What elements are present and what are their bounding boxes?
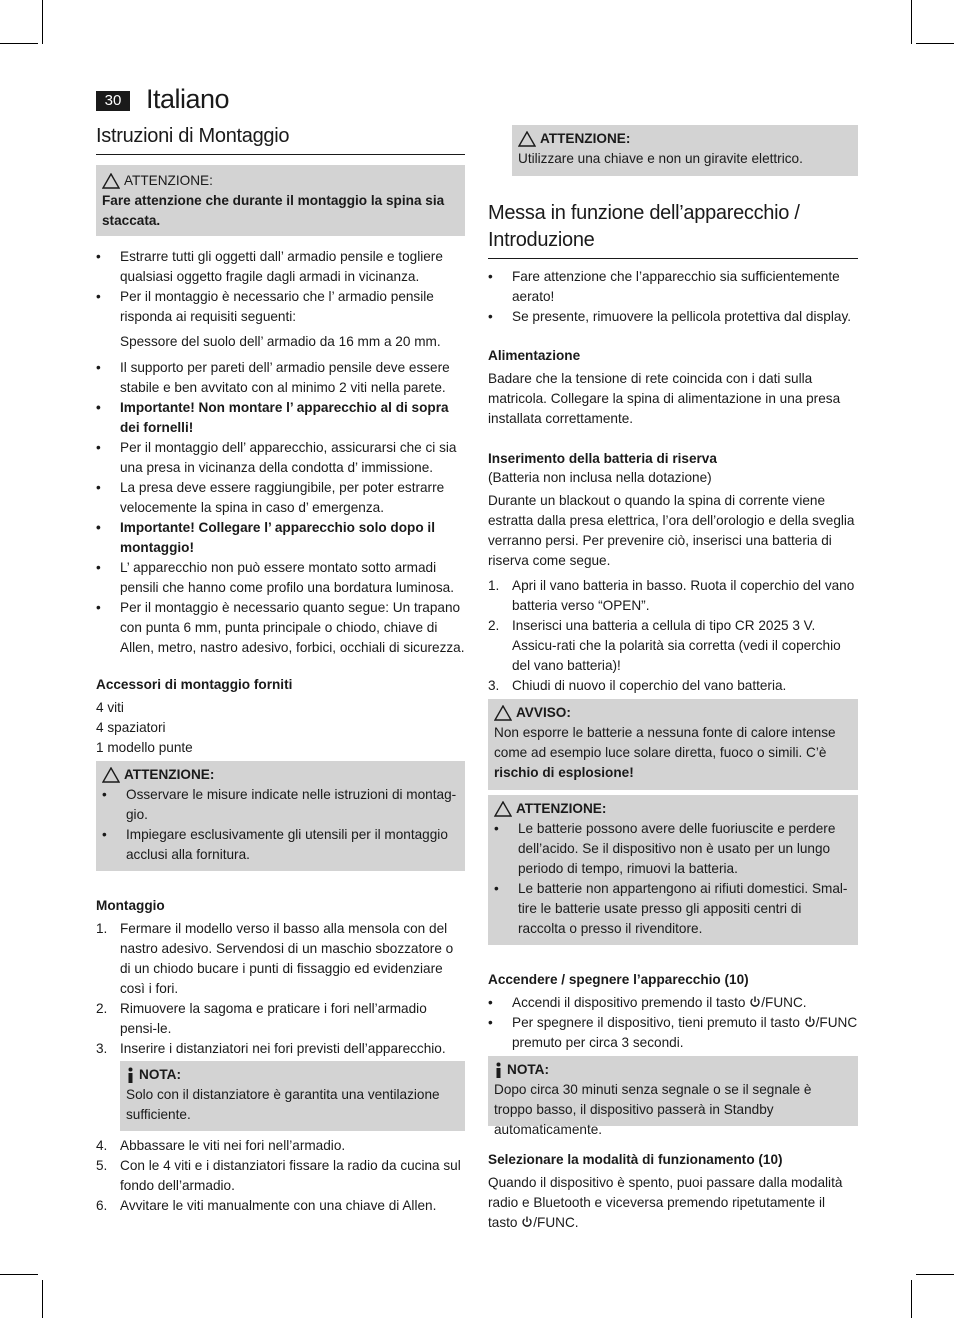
list-item: • Le batterie non appartengono ai rifiuti domestici. Smal-tire le batterie usate presso gli appositi centri di raccolta o presso il rivenditore.	[494, 881, 848, 936]
list-item: • Per il montaggio dell’ apparecchio, assicurarsi che ci sia una presa in vicinanza della condotta d’ immissione.	[96, 440, 457, 475]
numbered-list	[96, 919, 465, 1059]
note-box	[120, 1061, 465, 1131]
warning-box	[512, 125, 858, 176]
subheading: Alimentazione	[488, 348, 581, 363]
list-item: 2. Inserisci una batteria a cellula di tipo CR 2025 3 V. Assicu-rati che la polarità sia corretta (vedi il coperchio del vano batteria)!	[488, 618, 841, 673]
section-heading: Istruzioni di Montaggio	[96, 123, 465, 155]
crop-mark	[0, 1274, 38, 1275]
list-item: • Impiegare esclusivamente gli utensili per il montaggio acclusi alla fornitura.	[102, 827, 448, 862]
note-text: Dopo circa 30 minuti senza segnale o se il segnale è troppo basso, il dispositivo passerà in Standby automaticamente.	[494, 1082, 812, 1137]
warning-box	[488, 699, 858, 790]
warning-label: ATTENZIONE:	[124, 767, 215, 782]
list-item: 4 spaziatori	[96, 720, 166, 735]
list-item: • Se presente, rimuovere la pellicola protettiva dal display.	[488, 309, 852, 324]
page-language-title: Italiano	[146, 84, 230, 114]
numbered-list	[96, 1136, 465, 1216]
crop-mark	[911, 0, 912, 44]
bullet-list	[488, 267, 858, 327]
power-icon	[749, 996, 761, 1008]
list-item: • Per spegnere il dispositivo, tieni premuto il tasto /FUNC premuto per circa 3 secondi.	[488, 1015, 858, 1050]
list-item: • Il supporto per pareti dell’ armadio pensile deve essere stabile e ben avvitato con al minimo 2 viti nella parete.	[96, 360, 450, 395]
paragraph: Badare che la tensione di rete coincida con i dati sulla matricola. Collegare la spina di alimentazione in una presa installata correttamente.	[488, 371, 841, 426]
subheading: Accendere / spegnere l’apparecchio (10)	[488, 972, 749, 987]
list-item: • Accendi il dispositivo premendo il tasto /FUNC.	[488, 995, 807, 1010]
list-item: • La presa deve essere raggiungibile, per poter estrarre velocemente la spina in caso d’ emergenza.	[96, 480, 445, 515]
warning-box	[96, 165, 465, 236]
list-item: • Le batterie possono avere delle fuoriuscite e perdere dell’acido. Se il dispositivo non è usato per un lungo periodo di tempo, rimuovi la batteria.	[494, 821, 836, 876]
warning-label: ATTENZIONE:	[540, 131, 631, 146]
subheading: Inserimento della batteria di riserva	[488, 451, 717, 466]
info-icon	[494, 1062, 503, 1078]
warning-label: ATTENZIONE:	[516, 801, 607, 816]
note-text: Solo con il distanziatore è garantita una ventilazione sufficiente.	[126, 1087, 440, 1122]
list-item: • Importante! Non montare l’ apparecchio al di sopra dei fornelli!	[96, 400, 449, 435]
section-heading: Messa in funzione dell’apparecchio / Introduzione	[488, 200, 858, 259]
list-item: 3. Inserire i distanziatori nei fori previsti dell’apparecchio.	[96, 1041, 446, 1056]
power-icon	[804, 1016, 816, 1028]
note-label: NOTA:	[507, 1062, 550, 1077]
warning-icon	[518, 131, 536, 147]
subheading: Montaggio	[96, 898, 165, 913]
note-box	[488, 1056, 858, 1137]
subheading: Accessori di montaggio forniti	[96, 677, 293, 692]
list-item: 1. Fermare il modello verso il basso alla mensola con del nastro adesivo. Servendosi di un maschio sbozzatore o di un chiodo bucare i punti di fissaggio ed evidenziare così i fori.	[96, 921, 454, 996]
crop-mark	[42, 1280, 43, 1318]
accessories-list	[96, 698, 193, 758]
list-item: • Estrarre tutti gli oggetti dall’ armadio pensile e togliere qualsiasi oggetto fragile dagli armadi in vicinanza.	[96, 249, 443, 284]
list-item: • Fare attenzione che l’apparecchio sia sufficientemente aerato!	[488, 269, 840, 304]
crop-mark	[916, 43, 954, 44]
list-item: • Per il montaggio è necessario quanto segue: Un trapano con punta 6 mm, punta principale o chiodo, chiave di Allen, metro, nastro adesivo, forbici, occhiali di sicurezza.	[96, 600, 465, 655]
warning-text: Utilizzare una chiave e non un giravite elettrico.	[518, 151, 803, 166]
warning-box	[96, 761, 465, 871]
note-label: NOTA:	[139, 1067, 182, 1082]
list-item: • Per il montaggio è necessario che l’ armadio pensile risponda ai requisiti seguenti:	[96, 289, 434, 324]
power-icon	[521, 1216, 533, 1228]
page-number: 30	[96, 91, 130, 111]
subheading: Selezionare la modalità di funzionamento (10)	[488, 1152, 783, 1167]
warning-text: Non esporre le batterie a nessuna fonte di calore intense come ad esempio luce solare diretta, fuoco o simili. C’è rischio di esplosione!	[494, 725, 836, 780]
list-item: 2. Rimuovere la sagoma e praticare i fori nell’armadio pensi-le.	[96, 1001, 427, 1036]
crop-mark	[916, 1274, 954, 1275]
indented-note: Spessore del suolo dell’ armadio da 16 mm a 20 mm.	[120, 334, 441, 349]
crop-mark	[911, 1280, 912, 1318]
list-item: • L’ apparecchio non può essere montato sotto armadi pensili che hanno come profilo una bordatura luminosa.	[96, 560, 455, 595]
bullet-list	[96, 247, 465, 327]
list-item: 4 viti	[96, 700, 124, 715]
list-item: 1. Apri il vano batteria in basso. Ruota il coperchio del vano batteria verso “OPEN”.	[488, 578, 855, 613]
crop-mark	[42, 0, 43, 44]
list-item: 5. Con le 4 viti e i distanziatori fissare la radio da cucina sul fondo dell’armadio.	[96, 1158, 461, 1193]
info-icon	[126, 1067, 135, 1083]
subtitle: (Batteria non inclusa nella dotazione)	[488, 470, 712, 485]
warning-box	[488, 795, 858, 945]
bullet-list	[488, 993, 858, 1053]
list-item: 4. Abbassare le viti nei fori nell’armadio.	[96, 1138, 346, 1153]
paragraph: Durante un blackout o quando la spina di corrente viene estratta dalla presa elettrica, l’ora dell’orologio e della sveglia verranno persi. Per prevenire ciò, inserisci una batteria di riserva come segue.	[488, 493, 855, 568]
warning-label: ATTENZIONE:	[124, 173, 213, 188]
warning-label: AVVISO:	[516, 705, 571, 720]
list-item: 1 modello punte	[96, 740, 193, 755]
warning-text: Fare attenzione che durante il montaggio la spina sia staccata.	[102, 193, 445, 228]
warning-icon	[102, 173, 120, 189]
warning-icon	[494, 705, 512, 721]
crop-mark	[0, 43, 38, 44]
warning-icon	[494, 801, 512, 817]
list-item: 3. Chiudi di nuovo il coperchio del vano batteria.	[488, 678, 787, 693]
list-item: • Importante! Collegare l’ apparecchio solo dopo il montaggio!	[96, 520, 435, 555]
paragraph: Quando il dispositivo è spento, puoi passare dalla modalità radio e Bluetooth e viceversa premendo ripetutamente il tasto /FUNC.	[488, 1175, 843, 1230]
numbered-list	[488, 576, 858, 696]
list-item: 6. Avvitare le viti manualmente con una chiave di Allen.	[96, 1198, 437, 1213]
warning-icon	[102, 767, 120, 783]
list-item: • Osservare le misure indicate nelle istruzioni di montag-gio.	[102, 787, 457, 822]
bullet-list	[96, 358, 465, 658]
